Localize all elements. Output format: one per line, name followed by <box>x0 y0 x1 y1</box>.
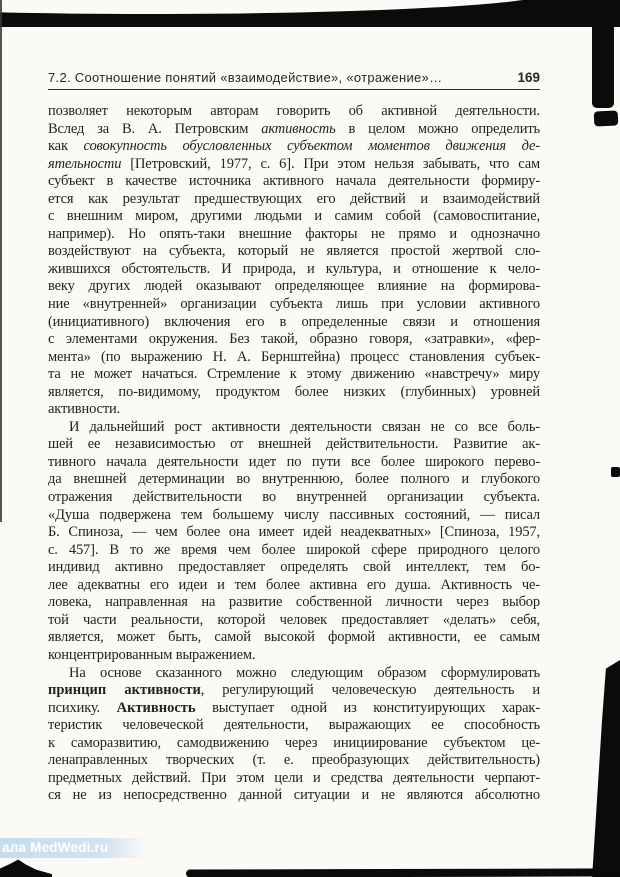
text-line: теристик человеческой деятельности, выражающих ее способность <box>48 717 540 734</box>
scan-artifact-right-bar-top <box>592 0 614 108</box>
watermark-text: ала MedWedi.ru <box>2 840 109 855</box>
watermark-banner <box>0 838 146 858</box>
text-line: ятельности [Петровский, 1977, с. 6]. При этом нельзя забывать, что сам <box>48 155 540 172</box>
text-line: с внешним миром, другими людьми и самим собой (самовоспитание, <box>48 208 540 225</box>
running-header <box>48 70 540 90</box>
text-line: (инициативного) включения его в определенные связи и отношения <box>48 313 540 330</box>
text-line: Вслед за В. А. Петровским активность в целом можно определить <box>48 120 540 137</box>
scan-artifact-right-bar-bottom <box>590 660 620 877</box>
scan-artifact-right-tick <box>611 467 620 477</box>
text-line: веку других людей оказывают определяющее влияние на формирова- <box>48 278 540 295</box>
page-number: 169 <box>517 70 540 85</box>
text-line: является, по-видимому, продуктом более низких (глубинных) уровней <box>48 383 540 400</box>
text-line: концентрированным выражением. <box>48 646 256 663</box>
text-line: с элементами окружения. Без такой, образно говоря, «затравки», «фер- <box>48 331 540 348</box>
text-line: воздействуют на субъекта, который не является простой жертвой сло- <box>48 243 540 260</box>
text-line: мента» (по выражению Н. А. Бернштейна) процесс становления субъек- <box>48 348 540 365</box>
scan-artifact-bottom-left-blob <box>0 858 52 877</box>
text-line: «Душа подвержена тем большему числу пассивных состояний, — писал <box>48 506 540 523</box>
text-line: является, может быть, самой высокой формой активности, ее самым <box>48 629 540 646</box>
text-line: тивного начала деятельности идет по пути все более широкого перево- <box>48 453 540 470</box>
body-text <box>48 103 540 805</box>
text-line: активности. <box>48 401 121 418</box>
text-line: ловека, направленная на развитие собственной личности через выбор <box>48 594 540 611</box>
text-line: та не может начаться. Стремление к этому движению «навстречу» миру <box>48 366 540 383</box>
text-line: позволяет некоторым авторам говорить об активной деятельности. <box>48 103 540 119</box>
text-line: лее адекватны его идеи и тем более активна его душа. Активность че- <box>48 576 540 593</box>
text-line: с. 457]. В то же время чем более широкой сфере природного целого <box>48 541 540 558</box>
text-line: шей ее независимостью от внешней действительности. Развитие ак- <box>48 436 540 453</box>
text-line: ние «внутренней» организации субъекта лишь при условии активного <box>48 296 540 313</box>
scan-artifact-right-blob <box>594 110 619 126</box>
text-line: да внешней детерминации во внутреннюю, более полного и глубокого <box>48 471 540 488</box>
scan-artifact-top-left-mark <box>0 17 28 25</box>
text-line: жившихся обстоятельств. И природа, и культура, и отношение к чело- <box>48 260 540 277</box>
text-line: индивид активно предоставляет определять свой интеллект, тем бо- <box>48 559 540 576</box>
text-line: предметных действий. При этом цели и средства деятельности черпают- <box>48 769 540 786</box>
section-header-title: 7.2. Соотношение понятий «взаимодействие», «отражение»… <box>48 70 443 85</box>
text-line: отражения действительности во внутренней организации субъекта. <box>48 489 540 506</box>
scan-artifact-bottom-band <box>186 868 620 877</box>
text-line: субъект в качестве источника активного начала деятельности формиру- <box>48 173 540 190</box>
text-line: например). Но опять-таки внешние факторы не прямо и однозначно <box>48 225 540 242</box>
text-line: ся не из непосредственно данной ситуации и не являются абсолютно <box>48 787 540 804</box>
text-line: как совокупность обусловленных субъектом моментов движения де- <box>48 138 540 155</box>
text-line: На основе сказанного можно следующим образом сформулировать <box>69 664 540 681</box>
text-line: Б. Спиноза, — чем более она имеет идей неадекватных» [Спиноза, 1957, <box>48 524 540 541</box>
scan-artifact-right-edge-line <box>0 0 2 522</box>
text-line: И дальнейший рост активности деятельности связан не со все боль- <box>69 418 540 435</box>
text-line: к саморазвитию, самодвижению через инициирование субъектом це- <box>48 734 540 751</box>
text-line: психику. Активность выступает одной из конституирующих харак- <box>48 699 540 716</box>
text-line: ленаправленных творческих (т. е. преобразующих действительность) <box>48 752 540 769</box>
text-line: принцип активности, регулирующий человеческую деятельность и <box>48 682 540 699</box>
text-line: той части реальности, которой человек предоставляет «делать» себя, <box>48 611 540 628</box>
text-line: ется как результат предшествующих его действий и взаимодействий <box>48 190 540 207</box>
